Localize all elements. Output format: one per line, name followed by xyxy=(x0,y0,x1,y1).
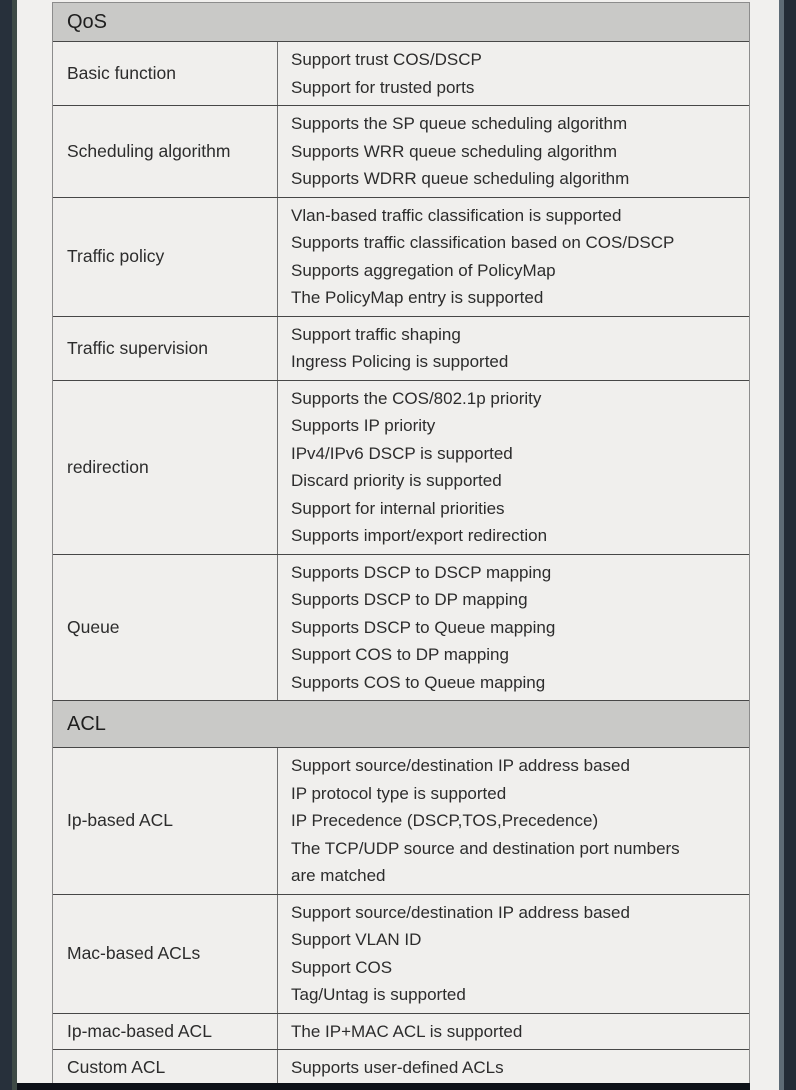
row-value xyxy=(278,1050,749,1086)
spec-row xyxy=(53,1014,749,1051)
value-line: Supports the SP queue scheduling algorithm xyxy=(291,114,628,133)
row-value xyxy=(278,42,749,105)
row-value xyxy=(278,748,749,894)
value-line: are matched xyxy=(291,866,386,885)
value-line: Discard priority is supported xyxy=(291,471,502,490)
section-header-acl: ACL xyxy=(53,701,749,748)
value-line: Support traffic shaping xyxy=(291,324,461,344)
row-value xyxy=(278,317,749,380)
value-line: Supports traffic classification based on COS/DSCP xyxy=(291,233,675,252)
spec-row xyxy=(53,381,749,555)
spec-row xyxy=(53,555,749,702)
row-value xyxy=(278,198,749,316)
value-line: Supports COS to Queue mapping xyxy=(291,672,546,692)
value-line: Vlan-based traffic classification is supported xyxy=(291,205,622,225)
spec-row xyxy=(53,895,749,1014)
value-line: Supports import/export redirection xyxy=(291,526,548,545)
value-line: Supports DSCP to Queue mapping xyxy=(291,617,556,637)
value-line: Supports user-defined ACLs xyxy=(291,1058,504,1077)
row-label: Queue xyxy=(53,555,278,701)
row-label: Ip-based ACL xyxy=(53,748,278,894)
value-line: IP Precedence (DSCP,TOS,Precedence) xyxy=(291,811,599,830)
row-value xyxy=(278,381,749,554)
row-label: Ip-mac-based ACL xyxy=(53,1014,278,1050)
spec-row xyxy=(53,198,749,317)
row-label: redirection xyxy=(53,381,278,554)
row-label: Traffic policy xyxy=(53,198,278,316)
spec-table xyxy=(52,2,750,1087)
section-header-qos: QoS xyxy=(53,3,749,42)
value-line: The PolicyMap entry is supported xyxy=(291,288,544,307)
spec-row xyxy=(53,42,749,106)
spec-row xyxy=(53,1050,749,1087)
row-value xyxy=(278,1014,749,1050)
row-value xyxy=(278,106,749,197)
row-label: Scheduling algorithm xyxy=(53,106,278,197)
value-line: Supports WRR queue scheduling algorithm xyxy=(291,141,618,161)
right-edge-bar xyxy=(784,0,796,1090)
value-line: The IP+MAC ACL is supported xyxy=(291,1021,523,1041)
left-accent-strip xyxy=(12,0,17,1090)
value-line: Supports IP priority xyxy=(291,416,436,435)
value-line: Support source/destination IP address based xyxy=(291,756,630,775)
spec-row xyxy=(53,317,749,381)
value-line: Support COS xyxy=(291,957,393,977)
left-edge-bar xyxy=(0,0,12,1090)
value-line: Supports DSCP to DP mapping xyxy=(291,590,528,609)
value-line: Ingress Policing is supported xyxy=(291,352,509,371)
value-line: Support source/destination IP address based xyxy=(291,902,630,922)
row-label: Mac-based ACLs xyxy=(53,895,278,1013)
value-line: Support for trusted ports xyxy=(291,77,475,97)
value-line: Supports aggregation of PolicyMap xyxy=(291,260,556,280)
value-line: Support trust COS/DSCP xyxy=(291,50,482,69)
value-line: Tag/Untag is supported xyxy=(291,985,466,1004)
row-value xyxy=(278,555,749,701)
value-line: Supports DSCP to DSCP mapping xyxy=(291,562,552,582)
value-line: Support COS to DP mapping xyxy=(291,645,509,664)
bottom-cutoff-bar xyxy=(17,1083,750,1090)
row-value xyxy=(278,895,749,1013)
value-line: Supports WDRR queue scheduling algorithm xyxy=(291,169,630,188)
row-label: Traffic supervision xyxy=(53,317,278,380)
value-line: Support for internal priorities xyxy=(291,498,505,518)
row-label: Custom ACL xyxy=(53,1050,278,1086)
value-line: IP protocol type is supported xyxy=(291,783,507,803)
value-line: IPv4/IPv6 DSCP is supported xyxy=(291,443,513,463)
value-line: Support VLAN ID xyxy=(291,930,422,949)
value-line: The TCP/UDP source and destination port numbers xyxy=(291,838,680,858)
spec-row xyxy=(53,106,749,198)
spec-row xyxy=(53,748,749,895)
row-label: Basic function xyxy=(53,42,278,105)
value-line: Supports the COS/802.1p priority xyxy=(291,388,542,408)
